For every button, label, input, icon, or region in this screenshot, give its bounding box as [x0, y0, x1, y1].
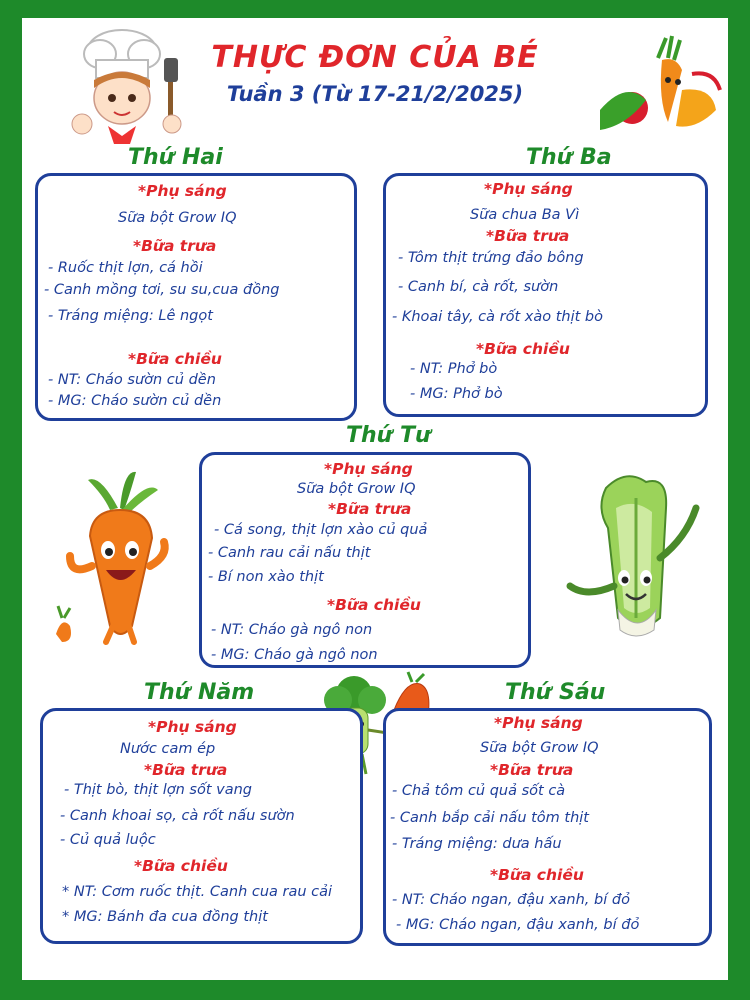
thu-lunch-item: - Canh khoai sọ, cà rốt nấu sườn — [60, 808, 295, 824]
cabbage-character-icon — [556, 468, 716, 643]
fri-lunch-heading: *Bữa trưa — [490, 761, 574, 779]
mon-breakfast-item: Sữa bột Grow IQ — [118, 210, 237, 226]
page-title: THỰC ĐƠN CỦA BÉ — [211, 40, 539, 75]
wed-lunch-item: - Bí non xào thịt — [208, 569, 324, 585]
mon-lunch-item: - Tráng miệng: Lê ngọt — [48, 308, 213, 324]
tue-afternoon-item: - NT: Phở bò — [410, 361, 498, 377]
thu-breakfast-heading: *Phụ sáng — [148, 718, 237, 736]
tue-lunch-item: - Tôm thịt trứng đảo bông — [398, 250, 584, 266]
tue-breakfast-heading: *Phụ sáng — [484, 180, 573, 198]
day-title-wed: Thứ Tư — [346, 423, 431, 448]
page-subtitle: Tuần 3 (Từ 17-21/2/2025) — [226, 82, 524, 106]
carrot-character-icon — [48, 466, 178, 651]
wed-afternoon-item: - NT: Cháo gà ngô non — [211, 622, 373, 638]
mon-afternoon-item: - NT: Cháo sườn củ dền — [48, 372, 216, 388]
fri-lunch-item: - Canh bắp cải nấu tôm thịt — [390, 810, 589, 826]
thu-afternoon-item: * MG: Bánh đa cua đồng thịt — [62, 909, 268, 925]
wed-lunch-item: - Canh rau cải nấu thịt — [208, 545, 371, 561]
thu-afternoon-heading: *Bữa chiều — [134, 857, 228, 875]
fri-afternoon-item: - MG: Cháo ngan, đậu xanh, bí đỏ — [396, 917, 640, 933]
wed-afternoon-item: - MG: Cháo gà ngô non — [211, 647, 378, 663]
tue-lunch-item: - Khoai tây, cà rốt xào thịt bò — [392, 309, 603, 325]
mon-breakfast-heading: *Phụ sáng — [138, 182, 227, 200]
fri-breakfast-item: Sữa bột Grow IQ — [480, 740, 599, 756]
thu-lunch-item: - Củ quả luộc — [60, 832, 156, 848]
wed-lunch-heading: *Bữa trưa — [328, 500, 412, 518]
tue-breakfast-item: Sữa chua Ba Vì — [470, 207, 580, 223]
mon-lunch-item: - Ruốc thịt lợn, cá hồi — [48, 260, 203, 276]
day-title-thu: Thứ Năm — [144, 680, 255, 705]
wed-breakfast-item: Sữa bột Grow IQ — [297, 481, 416, 497]
tue-afternoon-item: - MG: Phở bò — [410, 386, 503, 402]
fri-lunch-item: - Chả tôm củ quả sốt cà — [392, 783, 566, 799]
fri-lunch-item: - Tráng miệng: dưa hấu — [392, 836, 562, 852]
mon-lunch-item: - Canh mồng tơi, su su,cua đồng — [44, 282, 280, 298]
fri-breakfast-heading: *Phụ sáng — [494, 714, 583, 732]
fri-afternoon-heading: *Bữa chiều — [490, 866, 584, 884]
day-title-tue: Thứ Ba — [526, 145, 612, 170]
chef-cartoon-icon — [60, 28, 200, 148]
wed-lunch-item: - Cá song, thịt lợn xào củ quả — [214, 522, 428, 538]
day-title-fri: Thứ Sáu — [505, 680, 606, 705]
wed-afternoon-heading: *Bữa chiều — [327, 596, 421, 614]
wed-breakfast-heading: *Phụ sáng — [324, 460, 413, 478]
thu-breakfast-item: Nước cam ép — [120, 741, 216, 757]
thu-afternoon-item: * NT: Cơm ruốc thịt. Canh cua rau cải — [62, 884, 333, 900]
thu-lunch-item: - Thịt bò, thịt lợn sốt vang — [64, 782, 252, 798]
tue-lunch-item: - Canh bí, cà rốt, sườn — [398, 279, 559, 295]
mon-afternoon-heading: *Bữa chiều — [128, 350, 222, 368]
vegetable-group-icon — [596, 30, 722, 140]
mon-lunch-heading: *Bữa trưa — [133, 237, 217, 255]
fri-afternoon-item: - NT: Cháo ngan, đậu xanh, bí đỏ — [392, 892, 630, 908]
tue-afternoon-heading: *Bữa chiều — [476, 340, 570, 358]
day-title-mon: Thứ Hai — [128, 145, 223, 170]
thu-lunch-heading: *Bữa trưa — [144, 761, 228, 779]
mon-afternoon-item: - MG: Cháo sườn củ dền — [48, 393, 222, 409]
tue-lunch-heading: *Bữa trưa — [486, 227, 570, 245]
